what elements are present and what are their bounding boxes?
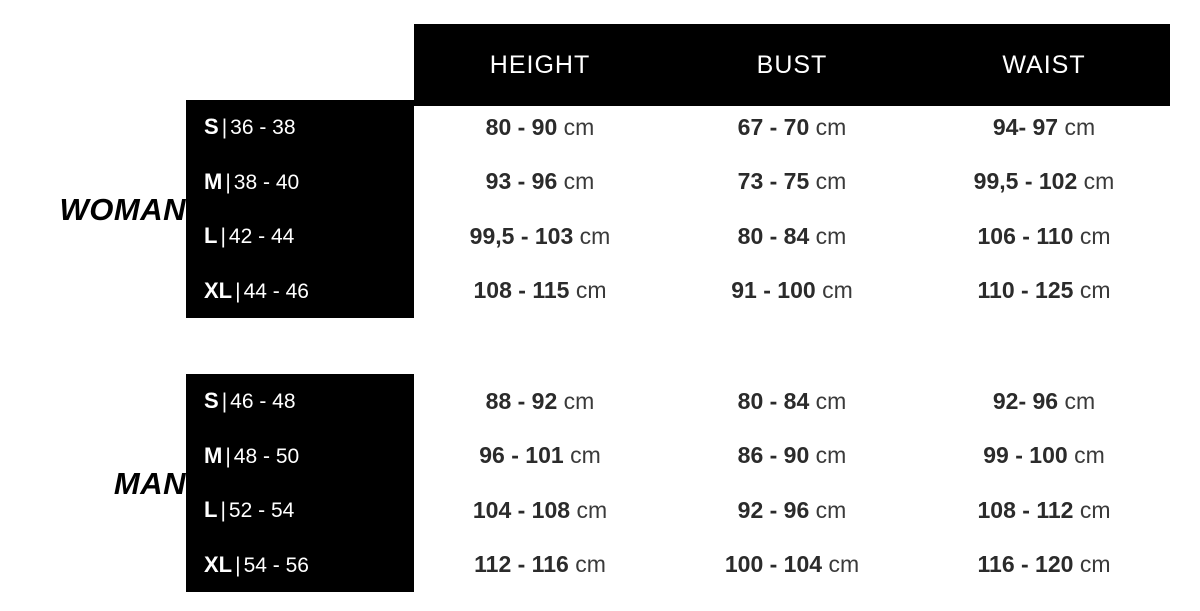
- bust-value: 92 - 96: [737, 496, 810, 523]
- size-label: XL: [204, 551, 233, 577]
- unit-label: cm: [563, 168, 595, 195]
- unit-label: cm: [815, 168, 847, 195]
- table-row: [186, 155, 1200, 210]
- height-cell: [414, 442, 666, 469]
- unit-label: cm: [822, 277, 853, 304]
- height-value: 112 - 116: [474, 551, 569, 578]
- height-cell: [414, 114, 666, 141]
- unit-label: cm: [575, 277, 607, 304]
- waist-cell: [918, 388, 1170, 415]
- unit-label: cm: [575, 551, 606, 578]
- size-label: S: [204, 114, 219, 140]
- size-range: 36 - 38: [230, 116, 296, 140]
- size-separator: |: [225, 444, 231, 468]
- size-range: 54 - 56: [243, 553, 309, 577]
- size-label: S: [204, 388, 219, 414]
- size-cell: [186, 223, 414, 249]
- size-section-man: [0, 374, 1200, 592]
- waist-value: 99 - 100: [983, 442, 1068, 469]
- height-cell: [414, 168, 666, 195]
- table-row: [186, 429, 1200, 484]
- size-separator: |: [220, 499, 226, 523]
- unit-label: cm: [563, 387, 595, 414]
- table-row: [186, 483, 1200, 538]
- table-row: [186, 374, 1200, 429]
- waist-value: 106 - 110: [977, 222, 1074, 249]
- bust-cell: [666, 388, 918, 415]
- size-separator: |: [221, 116, 228, 140]
- waist-value: 108 - 112: [977, 496, 1074, 523]
- height-cell: [414, 497, 666, 524]
- waist-cell: [918, 223, 1170, 250]
- height-value: 108 - 115: [473, 277, 570, 304]
- size-label: M: [204, 168, 223, 194]
- unit-label: cm: [815, 113, 847, 140]
- size-chart-header: [414, 24, 1170, 106]
- size-range: 44 - 46: [243, 279, 309, 303]
- height-cell: [414, 223, 666, 250]
- waist-value: 110 - 125: [977, 277, 1074, 304]
- bust-cell: [666, 497, 918, 524]
- group-label-man: MAN: [113, 466, 186, 501]
- waist-value: 92- 96: [992, 387, 1059, 414]
- waist-cell: [918, 277, 1170, 304]
- size-cell: [186, 169, 414, 195]
- table-row: [186, 209, 1200, 264]
- table-row: [186, 264, 1200, 319]
- unit-label: cm: [1083, 168, 1115, 195]
- size-separator: |: [235, 279, 241, 303]
- size-label: L: [204, 497, 218, 523]
- bust-cell: [666, 551, 918, 578]
- size-label: XL: [204, 277, 233, 303]
- unit-label: cm: [1064, 113, 1096, 140]
- size-rows-man: [186, 374, 1200, 592]
- size-rows-woman: [186, 100, 1200, 318]
- height-value: 104 - 108: [472, 496, 571, 523]
- column-header-waist: WAIST: [1002, 50, 1086, 79]
- waist-cell: [918, 497, 1170, 524]
- size-cell: [186, 497, 414, 523]
- waist-value: 99,5 - 102: [973, 168, 1078, 195]
- unit-label: cm: [815, 496, 847, 523]
- unit-label: cm: [1079, 277, 1111, 304]
- size-cell: [186, 388, 414, 414]
- height-value: 80 - 90: [485, 113, 558, 140]
- column-header-bust: BUST: [756, 50, 828, 79]
- bust-cell: [666, 114, 918, 141]
- waist-value: 94- 97: [992, 113, 1059, 140]
- bust-value: 100 - 104: [724, 551, 823, 578]
- bust-value: 80 - 84: [737, 387, 810, 414]
- waist-cell: [918, 168, 1170, 195]
- bust-value: 67 - 70: [737, 113, 810, 140]
- height-cell: [414, 388, 666, 415]
- unit-label: cm: [815, 442, 847, 469]
- size-separator: |: [235, 553, 241, 577]
- unit-label: cm: [563, 113, 595, 140]
- height-cell: [414, 551, 666, 578]
- size-range: 42 - 44: [228, 225, 295, 249]
- bust-cell: [666, 277, 918, 304]
- unit-label: cm: [1064, 387, 1096, 414]
- waist-cell: [918, 442, 1170, 469]
- unit-label: cm: [1079, 551, 1111, 578]
- height-cell: [414, 277, 666, 304]
- unit-label: cm: [576, 496, 608, 523]
- size-cell: [186, 443, 414, 469]
- size-cell: [186, 552, 414, 578]
- table-row: [186, 100, 1200, 155]
- bust-value: 80 - 84: [737, 222, 810, 249]
- size-cell: [186, 278, 414, 304]
- size-separator: |: [221, 390, 228, 414]
- height-value: 93 - 96: [485, 168, 558, 195]
- bust-cell: [666, 223, 918, 250]
- height-value: 88 - 92: [485, 387, 558, 414]
- unit-label: cm: [570, 442, 601, 469]
- size-range: 48 - 50: [233, 444, 300, 468]
- size-label: M: [204, 442, 223, 468]
- bust-value: 73 - 75: [737, 168, 810, 195]
- unit-label: cm: [579, 222, 611, 249]
- size-separator: |: [225, 170, 231, 194]
- bust-value: 91 - 100: [731, 277, 816, 304]
- unit-label: cm: [828, 551, 860, 578]
- waist-value: 116 - 120: [977, 551, 1074, 578]
- bust-cell: [666, 168, 918, 195]
- size-range: 38 - 40: [233, 170, 300, 194]
- unit-label: cm: [815, 222, 847, 249]
- table-row: [186, 538, 1200, 593]
- waist-cell: [918, 551, 1170, 578]
- size-range: 46 - 48: [230, 390, 296, 414]
- unit-label: cm: [1079, 222, 1111, 249]
- size-label: L: [204, 223, 218, 249]
- size-section-woman: [0, 100, 1200, 318]
- bust-cell: [666, 442, 918, 469]
- size-cell: [186, 114, 414, 140]
- height-value: 99,5 - 103: [469, 222, 574, 249]
- unit-label: cm: [815, 387, 847, 414]
- size-separator: |: [220, 225, 226, 249]
- height-value: 96 - 101: [479, 442, 564, 469]
- unit-label: cm: [1074, 442, 1105, 469]
- waist-cell: [918, 114, 1170, 141]
- unit-label: cm: [1079, 496, 1111, 523]
- column-header-height: HEIGHT: [489, 50, 591, 79]
- group-label-woman: WOMAN: [59, 192, 186, 227]
- size-range: 52 - 54: [228, 499, 295, 523]
- bust-value: 86 - 90: [737, 442, 810, 469]
